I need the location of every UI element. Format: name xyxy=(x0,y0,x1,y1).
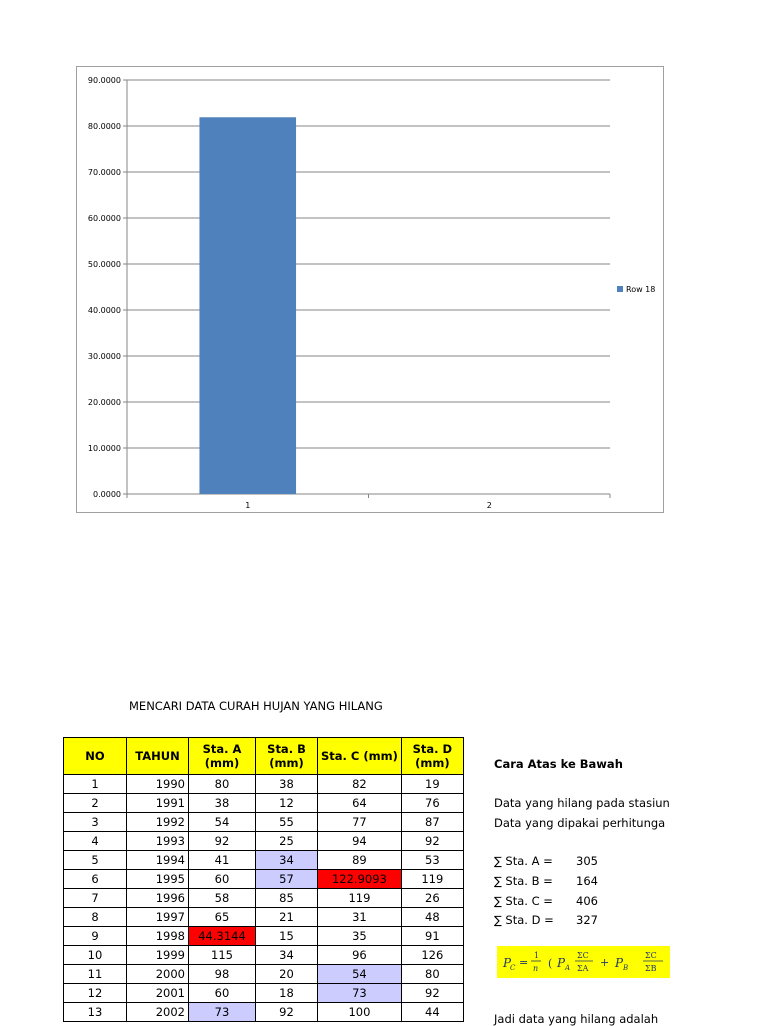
cell-tahun[interactable]: 1999 xyxy=(127,946,189,965)
legend-label: Row 18 xyxy=(626,285,656,294)
table-row xyxy=(64,908,464,927)
svg-text:B: B xyxy=(623,964,629,972)
cell-tahun[interactable]: 1992 xyxy=(127,813,189,832)
cell-sta-c[interactable]: 122.9093 xyxy=(318,870,402,889)
table-row xyxy=(64,984,464,1003)
cell-sta-b[interactable]: 21 xyxy=(256,908,318,927)
sum-value: 164 xyxy=(576,874,598,888)
header-tahun xyxy=(127,738,189,775)
table-row xyxy=(64,965,464,984)
conclusion-line: Jadi data yang hilang adalah xyxy=(494,1012,659,1026)
sum-value: 406 xyxy=(576,894,598,908)
cell-sta-b[interactable]: 92 xyxy=(256,1003,318,1022)
cell-sta-b[interactable]: 34 xyxy=(256,851,318,870)
cell-no[interactable]: 4 xyxy=(64,832,127,851)
cell-sta-d[interactable]: 91 xyxy=(401,927,463,946)
bar xyxy=(199,117,296,494)
cell-no[interactable]: 11 xyxy=(64,965,127,984)
header-tahun-label: TAHUN xyxy=(135,749,180,763)
cell-sta-a[interactable]: 58 xyxy=(189,889,256,908)
svg-text:ΣC: ΣC xyxy=(577,951,589,960)
cell-sta-c[interactable]: 77 xyxy=(318,813,402,832)
header-sta-a-line1: Sta. A xyxy=(202,742,242,756)
cell-sta-c[interactable]: 73 xyxy=(318,984,402,1003)
header-sta-c xyxy=(318,738,402,775)
y-tick-label: 50.0000 xyxy=(87,260,121,269)
cell-tahun[interactable]: 2000 xyxy=(127,965,189,984)
y-tick-label: 40.0000 xyxy=(87,306,121,315)
cell-sta-a[interactable]: 60 xyxy=(189,984,256,1003)
svg-text:+: + xyxy=(600,956,610,969)
svg-text:P: P xyxy=(503,956,512,970)
table-row xyxy=(64,927,464,946)
legend-swatch xyxy=(617,286,623,292)
y-tick-label: 60.0000 xyxy=(87,214,121,223)
cell-sta-d[interactable]: 26 xyxy=(401,889,463,908)
cell-sta-d[interactable]: 19 xyxy=(401,775,463,794)
cell-sta-a[interactable]: 73 xyxy=(189,1003,256,1022)
y-tick-label: 10.0000 xyxy=(87,444,121,453)
svg-text:ΣB: ΣB xyxy=(645,964,657,973)
cell-sta-a[interactable]: 44.3144 xyxy=(189,927,256,946)
cell-tahun[interactable]: 2001 xyxy=(127,984,189,1003)
svg-text:ΣA: ΣA xyxy=(577,964,589,973)
y-tick-label: 30.0000 xyxy=(87,352,121,361)
header-sta-a-line2: (mm) xyxy=(204,756,240,770)
sum-value: 305 xyxy=(576,854,598,868)
table-row xyxy=(64,946,464,965)
cell-tahun[interactable]: 1994 xyxy=(127,851,189,870)
cell-sta-c[interactable]: 94 xyxy=(318,832,402,851)
y-tick-label: 20.0000 xyxy=(87,398,121,407)
svg-text:ΣC: ΣC xyxy=(645,951,657,960)
bar-chart xyxy=(76,66,664,513)
cell-sta-b[interactable]: 38 xyxy=(256,775,318,794)
cell-sta-d[interactable]: 126 xyxy=(401,946,463,965)
cell-no[interactable]: 8 xyxy=(64,908,127,927)
cell-sta-a[interactable]: 38 xyxy=(189,794,256,813)
svg-text:n: n xyxy=(533,964,539,973)
header-sta-b-line2: (mm) xyxy=(269,756,304,770)
cell-sta-d[interactable]: 48 xyxy=(401,908,463,927)
header-sta-d xyxy=(401,738,463,775)
y-tick-label: 90.0000 xyxy=(87,76,121,85)
cell-sta-c[interactable]: 96 xyxy=(318,946,402,965)
sum-label: ∑ Sta. D = xyxy=(494,913,554,927)
missing-data-line: Data yang hilang pada stasiun xyxy=(494,796,670,810)
cell-sta-a[interactable]: 41 xyxy=(189,851,256,870)
cell-no[interactable]: 10 xyxy=(64,946,127,965)
cell-sta-b[interactable]: 85 xyxy=(256,889,318,908)
sum-label: ∑ Sta. A = xyxy=(494,854,553,868)
cell-sta-c[interactable]: 31 xyxy=(318,908,402,927)
cell-sta-d[interactable]: 44 xyxy=(401,1003,463,1022)
cell-sta-c[interactable]: 64 xyxy=(318,794,402,813)
cell-no[interactable]: 9 xyxy=(64,927,127,946)
cell-tahun[interactable]: 2002 xyxy=(127,1003,189,1022)
rainfall-table xyxy=(63,737,464,1022)
cell-sta-b[interactable]: 25 xyxy=(256,832,318,851)
table-row xyxy=(64,889,464,908)
header-no xyxy=(64,738,127,775)
svg-text:P: P xyxy=(615,956,624,970)
table-row xyxy=(64,775,464,794)
svg-text:A: A xyxy=(565,964,571,972)
cell-sta-a[interactable]: 92 xyxy=(189,832,256,851)
header-no-label: NO xyxy=(85,749,105,763)
header-sta-c-label: Sta. C (mm) xyxy=(321,749,398,763)
sum-label: ∑ Sta. C = xyxy=(494,894,553,908)
table-row xyxy=(64,851,464,870)
svg-text:=: = xyxy=(519,956,529,969)
cell-sta-d[interactable]: 92 xyxy=(401,984,463,1003)
cell-tahun[interactable]: 1996 xyxy=(127,889,189,908)
header-sta-a xyxy=(189,738,256,775)
table-row xyxy=(64,1003,464,1022)
cell-no[interactable]: 12 xyxy=(64,984,127,1003)
cell-sta-c[interactable]: 119 xyxy=(318,889,402,908)
cell-sta-b[interactable]: 57 xyxy=(256,870,318,889)
cell-tahun[interactable]: 1998 xyxy=(127,927,189,946)
header-sta-d-line2: (mm) xyxy=(415,756,450,770)
sheet-title: MENCARI DATA CURAH HUJAN YANG HILANG xyxy=(129,699,383,713)
cell-no[interactable]: 2 xyxy=(64,794,127,813)
cell-no[interactable]: 3 xyxy=(64,813,127,832)
cell-sta-a[interactable]: 115 xyxy=(189,946,256,965)
header-sta-d-line1: Sta. D xyxy=(412,742,453,756)
cell-sta-d[interactable]: 87 xyxy=(401,813,463,832)
cell-sta-c[interactable]: 54 xyxy=(318,965,402,984)
table-row xyxy=(64,870,464,889)
sum-label: ∑ Sta. B = xyxy=(494,874,553,888)
svg-text:C: C xyxy=(510,964,516,972)
cell-tahun[interactable]: 1997 xyxy=(127,908,189,927)
table-row xyxy=(64,794,464,813)
cell-sta-c[interactable]: 89 xyxy=(318,851,402,870)
header-sta-b xyxy=(256,738,318,775)
cell-sta-b[interactable]: 20 xyxy=(256,965,318,984)
cell-sta-b[interactable]: 15 xyxy=(256,927,318,946)
table-row xyxy=(64,832,464,851)
cell-sta-b[interactable]: 18 xyxy=(256,984,318,1003)
cell-sta-b[interactable]: 12 xyxy=(256,794,318,813)
sum-value: 327 xyxy=(576,913,598,927)
cell-sta-d[interactable]: 119 xyxy=(401,870,463,889)
table-header-row xyxy=(64,738,464,775)
table-row xyxy=(64,813,464,832)
cell-no[interactable]: 1 xyxy=(64,775,127,794)
cell-tahun[interactable]: 1990 xyxy=(127,775,189,794)
svg-text:P: P xyxy=(557,956,566,970)
formula-box xyxy=(497,946,670,978)
cell-no[interactable]: 5 xyxy=(64,851,127,870)
cell-sta-a[interactable]: 60 xyxy=(189,870,256,889)
cell-sta-a[interactable]: 54 xyxy=(189,813,256,832)
cell-sta-d[interactable]: 80 xyxy=(401,965,463,984)
cell-sta-a[interactable]: 98 xyxy=(189,965,256,984)
x-tick-label: 2 xyxy=(486,501,492,510)
cell-sta-d[interactable]: 76 xyxy=(401,794,463,813)
cell-tahun[interactable]: 1993 xyxy=(127,832,189,851)
svg-text:(: ( xyxy=(548,957,553,970)
cell-sta-c[interactable]: 100 xyxy=(318,1003,402,1022)
cell-tahun[interactable]: 1995 xyxy=(127,870,189,889)
cell-sta-d[interactable]: 92 xyxy=(401,832,463,851)
cell-no[interactable]: 13 xyxy=(64,1003,127,1022)
header-sta-b-line1: Sta. B xyxy=(267,742,306,756)
cell-sta-b[interactable]: 34 xyxy=(256,946,318,965)
chart-svg xyxy=(77,67,665,514)
y-tick-label: 80.0000 xyxy=(87,122,121,131)
formula-image xyxy=(497,946,670,978)
cell-sta-a[interactable]: 80 xyxy=(189,775,256,794)
cell-sta-c[interactable]: 35 xyxy=(318,927,402,946)
y-tick-label: 0.0000 xyxy=(93,490,121,499)
y-tick-label: 70.0000 xyxy=(87,168,121,177)
cell-no[interactable]: 7 xyxy=(64,889,127,908)
cell-no[interactable]: 6 xyxy=(64,870,127,889)
cell-sta-a[interactable]: 65 xyxy=(189,908,256,927)
cell-tahun[interactable]: 1991 xyxy=(127,794,189,813)
method-heading: Cara Atas ke Bawah xyxy=(494,757,623,771)
cell-sta-d[interactable]: 53 xyxy=(401,851,463,870)
cell-sta-b[interactable]: 55 xyxy=(256,813,318,832)
x-tick-label: 1 xyxy=(245,501,251,510)
data-used-line: Data yang dipakai perhitunga xyxy=(494,816,666,830)
cell-sta-c[interactable]: 82 xyxy=(318,775,402,794)
svg-text:1: 1 xyxy=(534,951,540,960)
